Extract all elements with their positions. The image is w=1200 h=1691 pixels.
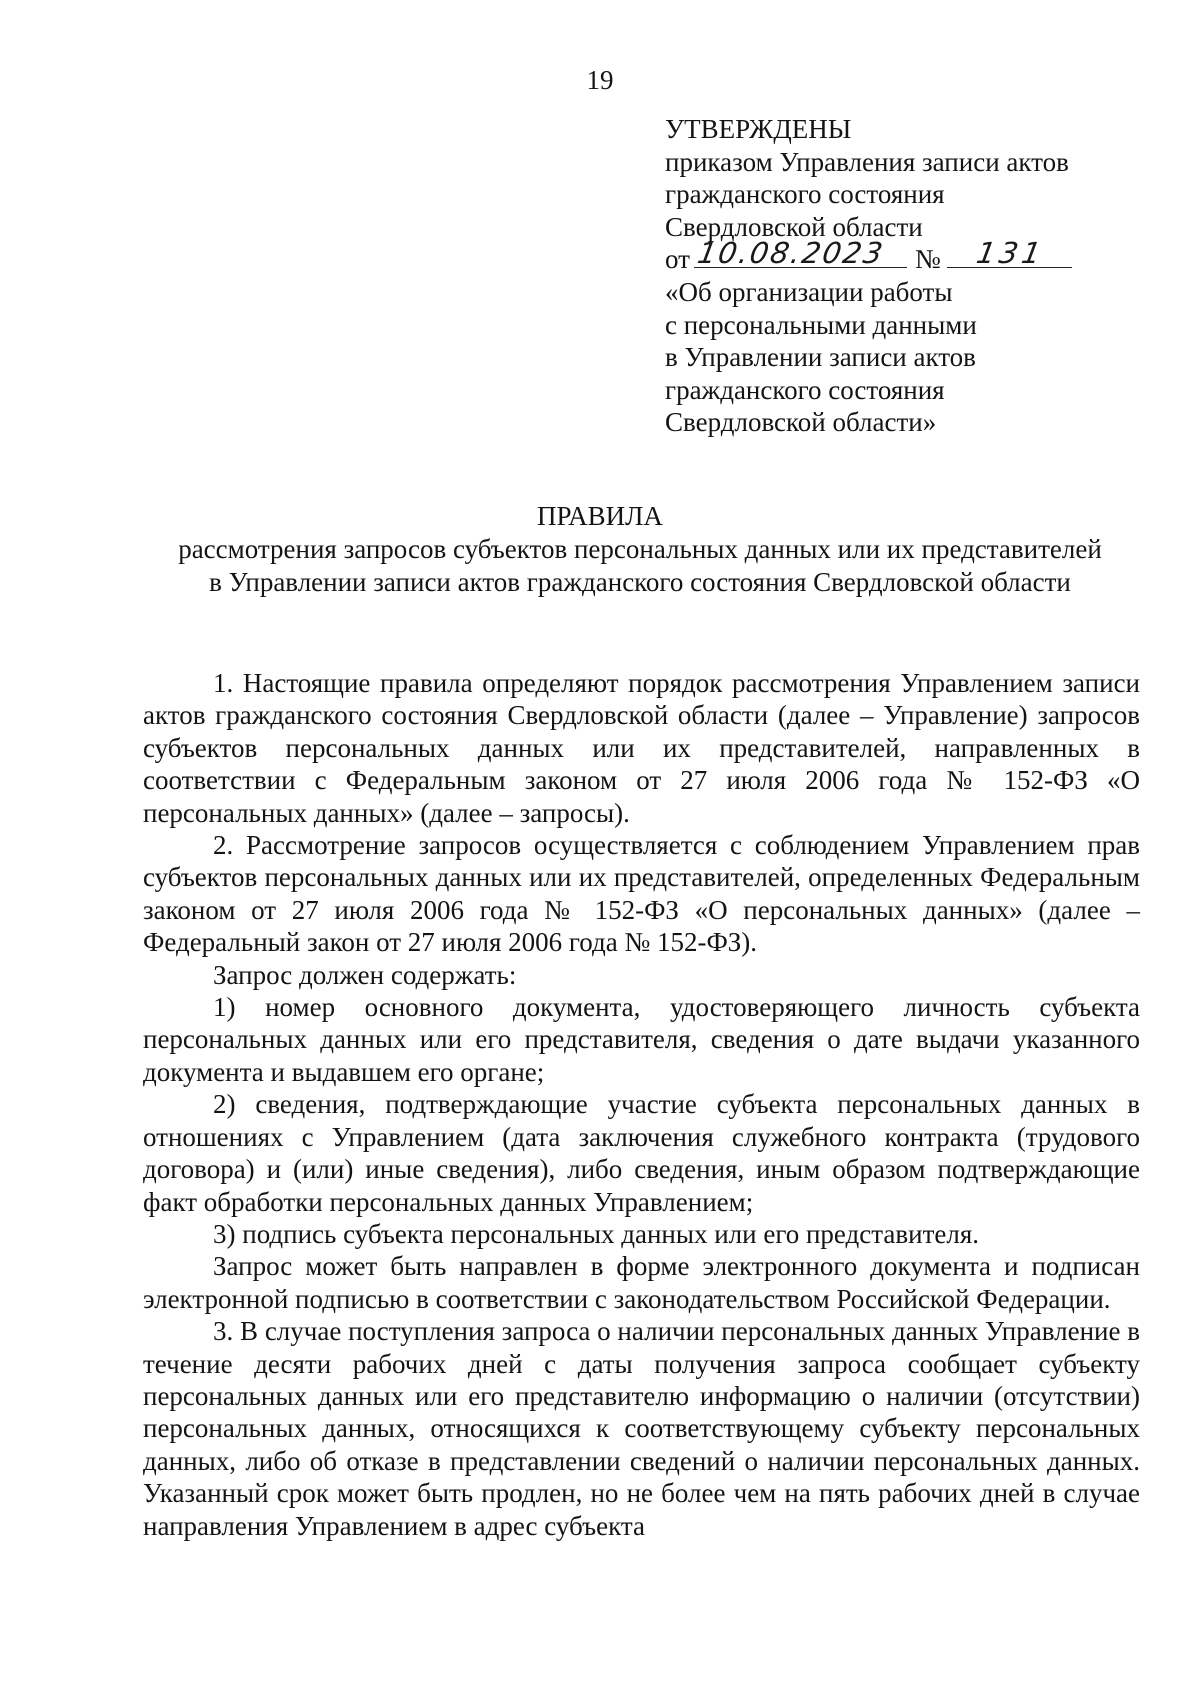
paragraph: 1. Настоящие правила определяют порядок рассмотрения Управлением записи актов гражданского состояния Свердловской области (далее – Управление) запросов субъектов персональных данных или их представителей, направленных в соответствии с Федеральным законом от 27 июля 2006 года № 152-ФЗ «О персональных данных» (далее – запросы). [143, 668, 1140, 828]
handwritten-number: 131 [973, 235, 1048, 270]
order-title-line: в Управлении записи актов [665, 342, 976, 373]
document-title: ПРАВИЛА [537, 501, 663, 531]
page-number: 19 [586, 65, 614, 95]
list-item: 3) подпись субъекта персональных данных или его представителя. [213, 1218, 980, 1249]
handwritten-date: 10.08.2023 [695, 235, 888, 270]
number-label: № [914, 244, 941, 275]
paragraph: 3. В случае поступления запроса о наличии персональных данных Управление в течение десяти рабочих дней с даты получения запроса сообщает субъекту персональных данных или его представителю информацию о наличии (отсутствии) персональных данных, относящихся к соответствующему субъекту персональных данных, либо об отказе в представлении сведений о наличии персональных данных. Указанный срок может быть продлен, но не более чем на пять рабочих дней в случае направления Управлением в адрес субъекта [143, 1316, 1140, 1541]
subtitle-line: рассмотрения запросов субъектов персональных данных или их представителей [178, 534, 1102, 564]
approval-line: Свердловской области [665, 211, 923, 242]
paragraph: Запрос должен содержать: [213, 959, 517, 990]
subtitle-line: в Управлении записи актов гражданского состояния Свердловской области [209, 567, 1071, 597]
list-item: 2) сведения, подтверждающие участие субъекта персональных данных в отношениях с Управлением (дата заключения служебного контракта (трудового договора) и (или) иные сведения), либо сведения, иным образом подтверждающие факт обработки персональных данных Управлением; [143, 1089, 1140, 1217]
document-body [143, 667, 1140, 1542]
approval-heading: УТВЕРЖДЕНЫ [665, 114, 852, 144]
document-subtitle [140, 533, 1140, 599]
order-title-line: «Об организации работы [665, 276, 953, 307]
paragraph: 2. Рассмотрение запросов осуществляется с соблюдением Управлением прав субъектов персональных данных или их представителей, определенных Федеральным законом от 27 июля 2006 года № 152-ФЗ «О персональных данных» (далее – Федеральный закон от 27 июля 2006 года № 152-ФЗ). [143, 830, 1140, 958]
list-item: 1) номер основного документа, удостоверяющего личность субъекта персональных данных или его представителя, сведения о дате выдачи указанного документа и выдавшем его органе; [143, 992, 1140, 1087]
date-blank [694, 235, 907, 270]
order-title-line: с персональными данными [665, 309, 977, 340]
order-title-line: Свердловской области» [665, 407, 937, 438]
approval-block [665, 113, 1145, 439]
approval-line: приказом Управления записи актов [665, 146, 1069, 177]
date-prefix: от [665, 244, 690, 275]
paragraph: Запрос может быть направлен в форме электронного документа и подписан электронной подписью в соответствии с законодательством Российской Федерации. [143, 1251, 1140, 1314]
number-blank [947, 235, 1072, 270]
order-date-number-line [665, 235, 1145, 276]
approval-line: гражданского состояния [665, 179, 945, 210]
order-title-line: гражданского состояния [665, 374, 945, 405]
